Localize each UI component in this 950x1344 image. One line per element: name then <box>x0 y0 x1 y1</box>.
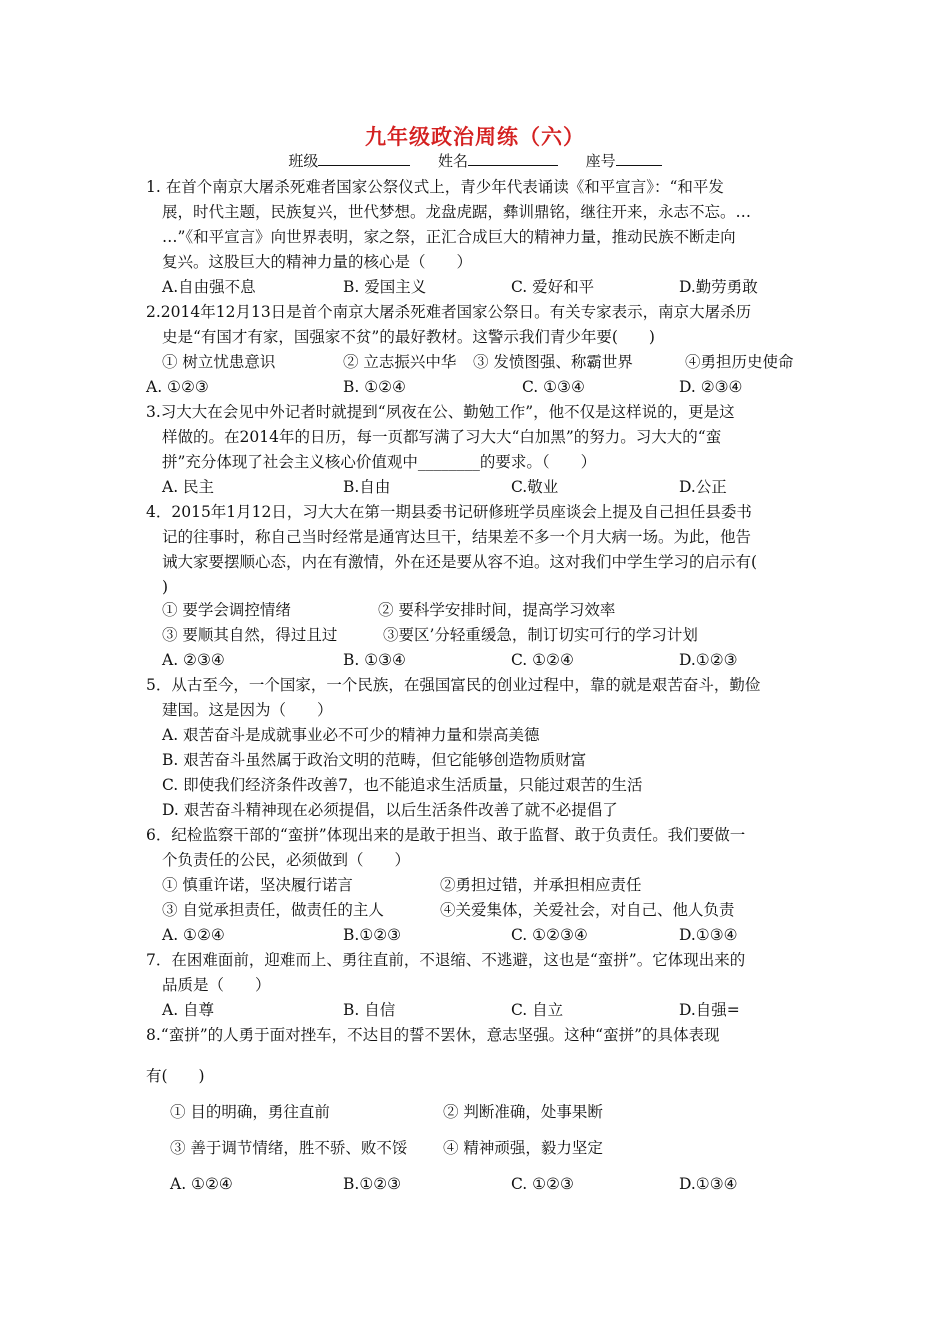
option-a[interactable]: A. 民主 <box>162 478 215 496</box>
option-d[interactable]: D.公正 <box>679 478 727 496</box>
question-text: ) <box>162 578 169 596</box>
statement-3: ③ 发愤图强、称霸世界 <box>473 353 633 371</box>
option-a[interactable]: A. 艰苦奋斗是成就事业必不可少的精神力量和崇高美德 <box>162 726 540 744</box>
option-c[interactable]: C. 自立 <box>511 1001 564 1019</box>
statement-3: ③ 善于调节情绪，胜不骄、败不馁 <box>170 1139 408 1157</box>
statement-3: ③ 要顺其自然，得过且过 <box>162 626 338 644</box>
option-d[interactable]: D.勤劳勇敢 <box>679 278 758 296</box>
statements-row <box>0 1102 950 1122</box>
question-text: 复兴。这股巨大的精神力量的核心是（ ） <box>162 253 473 271</box>
options-row <box>0 925 950 945</box>
question-text: 1. 在首个南京大屠杀死难者国家公祭仪式上，青少年代表诵读《和平宣言》：“和平发 <box>146 178 724 196</box>
option-a[interactable]: A. ①②④ <box>170 1175 233 1193</box>
option-b[interactable]: B.①②③ <box>343 1175 402 1193</box>
option-d[interactable]: D. 艰苦奋斗精神现在必须提倡，以后生活条件改善了就不必提倡了 <box>162 801 618 819</box>
class-label: 班级 <box>288 152 319 170</box>
option-d[interactable]: D. ②③④ <box>679 378 743 396</box>
student-info-line <box>0 150 950 171</box>
option-c[interactable]: C.敬业 <box>511 478 559 496</box>
statements-row <box>0 352 950 372</box>
question-text: 史是“有国才有家，国强家不贫”的最好教材。这警示我们青少年要( ) <box>162 328 655 346</box>
statements-row <box>0 900 950 920</box>
statement-4: ④ 精神顽强，毅力坚定 <box>443 1139 603 1157</box>
options-row <box>0 377 950 397</box>
question-text: 5．从古至今，一个国家，一个民族，在强国富民的创业过程中，靠的就是艰苦奋斗，勤俭 <box>146 676 761 694</box>
statement-2: ② 立志振兴中华 <box>343 353 457 371</box>
statement-2: ② 要科学安排时间，提高学习效率 <box>378 601 616 619</box>
question-text: 3.习大大在会见中外记者时就提到“夙夜在公、勤勉工作”，他不仅是这样说的，更是这 <box>146 403 735 421</box>
question-text: 4．2015年1月12日，习大大在第一期县委书记研修班学员座谈会上提及自己担任县委书 <box>146 503 752 521</box>
statements-row <box>0 625 950 645</box>
statement-1: ① 树立忧患意识 <box>162 353 276 371</box>
statement-2: ②勇担过错，并承担相应责任 <box>440 876 642 894</box>
statement-4: ④关爱集体，关爱社会，对自己、他人负责 <box>440 901 735 919</box>
question-text: 品质是（ ） <box>162 976 271 994</box>
question-text: 有( ) <box>146 1067 205 1085</box>
statement-1: ① 目的明确，勇往直前 <box>170 1103 330 1121</box>
statement-1: ① 要学会调控情绪 <box>162 601 291 619</box>
option-b[interactable]: B.①②③ <box>343 926 402 944</box>
option-b[interactable]: B. 自信 <box>343 1001 396 1019</box>
seat-blank[interactable] <box>616 151 662 166</box>
question-text: 记的往事时，称自己当时经常是通宵达旦干，结果差不多一个月大病一场。为此，他告 <box>162 528 752 546</box>
option-b[interactable]: B. 爱国主义 <box>343 278 427 296</box>
statement-4: ④勇担历史使命 <box>685 353 794 371</box>
page-title: 九年级政治周练（六） <box>365 125 585 149</box>
option-d[interactable]: D.①③④ <box>679 1175 738 1193</box>
statements-row <box>0 1138 950 1158</box>
option-d[interactable]: D.①②③ <box>679 651 738 669</box>
statement-4: ③要区’分轻重缓急，制订切实可行的学习计划 <box>383 626 698 644</box>
statements-row <box>0 600 950 620</box>
statement-1: ① 慎重许诺，坚决履行诺言 <box>162 876 353 894</box>
option-b[interactable]: B. ①②④ <box>343 378 406 396</box>
option-c[interactable]: C. ①②③ <box>511 1175 574 1193</box>
option-c[interactable]: C. ①②③④ <box>511 926 588 944</box>
options-row <box>0 1000 950 1020</box>
question-text: 2.2014年12月13日是首个南京大屠杀死难者国家公祭日。有关专家表示，南京大屠杀历 <box>146 303 752 321</box>
statement-3: ③ 自觉承担责任，做责任的主人 <box>162 901 384 919</box>
option-a[interactable]: A.自由强不息 <box>162 278 256 296</box>
option-d[interactable]: D.自强= <box>679 1001 740 1019</box>
option-b[interactable]: B.自由 <box>343 478 391 496</box>
statement-2: ② 判断准确，处事果断 <box>443 1103 603 1121</box>
options-row <box>0 1174 950 1194</box>
option-c[interactable]: C. 爱好和平 <box>511 278 595 296</box>
option-c[interactable]: C. ①②④ <box>511 651 574 669</box>
question-text: 建国。这是因为（ ） <box>162 701 333 719</box>
option-a[interactable]: A. ①②③ <box>146 378 209 396</box>
question-text: 诫大家要摆顺心态，内在有激情，外在还是要从容不迫。这对我们中学生学习的启示有( <box>162 553 758 571</box>
options-row <box>0 650 950 670</box>
option-a[interactable]: A. ①②④ <box>162 926 225 944</box>
options-row <box>0 277 950 297</box>
question-text: 拼”充分体现了社会主义核心价值观中________的要求。（ ） <box>162 453 597 471</box>
options-row <box>0 477 950 497</box>
question-text: 7．在困难面前，迎难而上、勇往直前，不退缩、不逃避，这也是“蛮拼”。它体现出来的 <box>146 951 746 969</box>
name-label: 姓名 <box>437 152 468 170</box>
question-text: 8.“蛮拼”的人勇于面对挫车，不达目的誓不罢休，意志坚强。这种“蛮拼”的具体表现 <box>146 1026 720 1044</box>
question-text: 6．纪检监察干部的“蛮拼”体现出来的是敢于担当、敢于监督、敢于负责任。我们要做一 <box>146 826 746 844</box>
question-text: 展，时代主题，民族复兴，世代梦想。龙盘虎踞，彝训鼎铭，继往开来，永志不忘。… <box>162 203 752 221</box>
class-blank[interactable] <box>318 151 410 166</box>
option-c[interactable]: C. ①③④ <box>522 378 585 396</box>
option-b[interactable]: B. ①③④ <box>343 651 406 669</box>
seat-label: 座号 <box>585 152 616 170</box>
option-b[interactable]: B. 艰苦奋斗虽然属于政治文明的范畴，但它能够创造物质财富 <box>162 751 587 769</box>
option-a[interactable]: A. 自尊 <box>162 1001 215 1019</box>
statements-row <box>0 875 950 895</box>
name-blank[interactable] <box>468 151 558 166</box>
option-d[interactable]: D.①③④ <box>679 926 738 944</box>
option-a[interactable]: A. ②③④ <box>162 651 225 669</box>
option-c[interactable]: C. 即使我们经济条件改善7，也不能追求生活质量，只能过艰苦的生活 <box>162 776 643 794</box>
question-text: …”《和平宣言》向世界表明，家之祭，正汇合成巨大的精神力量，推动民族不断走向 <box>162 228 736 246</box>
question-text: 样做的。在2014年的日历，每一页都写满了习大大“白加黑”的努力。习大大的“蛮 <box>162 428 722 446</box>
question-text: 个负责任的公民，必须做到（ ） <box>162 851 411 869</box>
